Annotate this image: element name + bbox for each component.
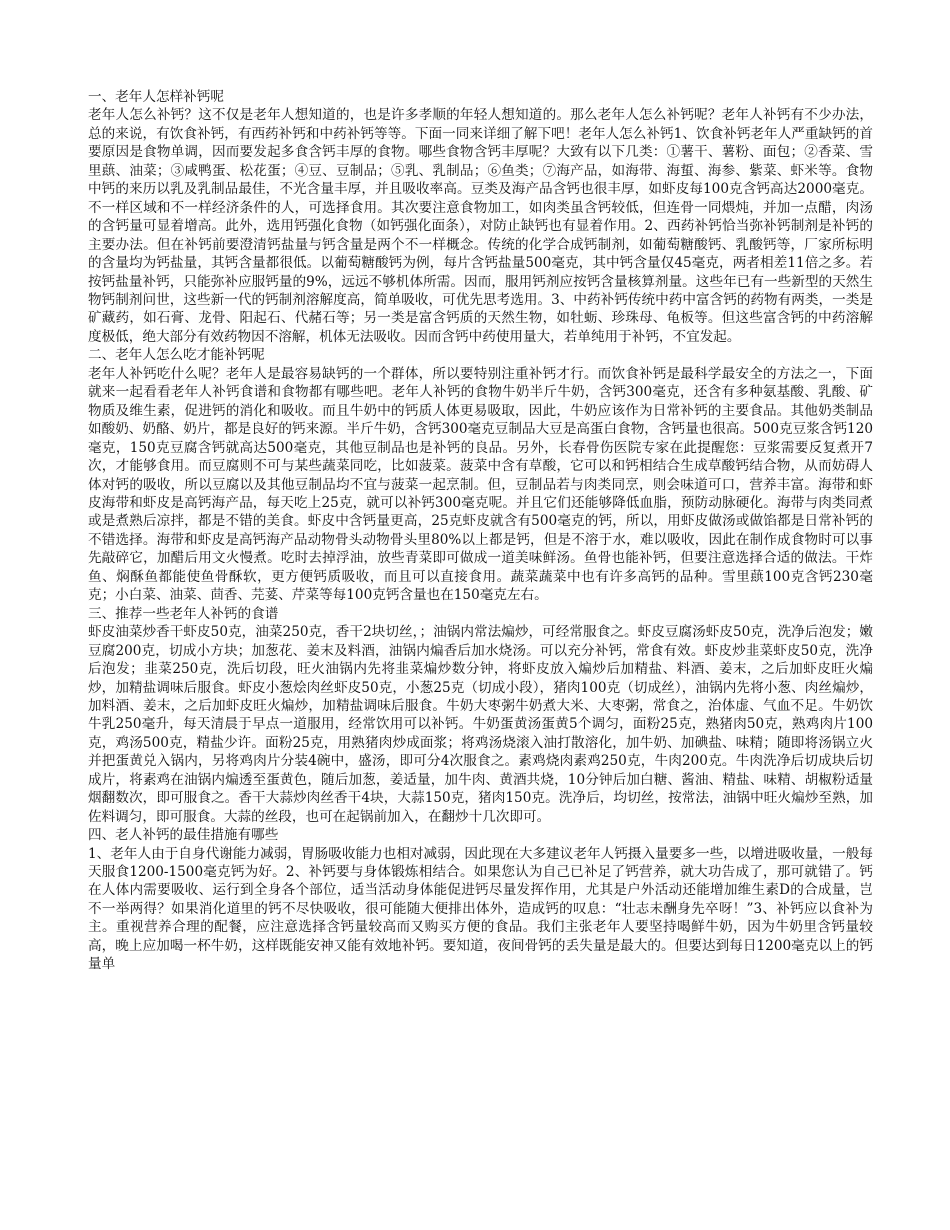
section-heading: 一、老年人怎样补钙呢 bbox=[88, 89, 224, 105]
section-4 bbox=[88, 826, 873, 974]
section-heading: 三、推荐一些老年人补钙的食谱 bbox=[88, 605, 279, 622]
section-heading: 二、老年人怎么吃才能补钙呢 bbox=[88, 347, 265, 364]
section-2 bbox=[88, 346, 873, 604]
section-paragraph: 老年人补钙吃什么呢？老年人是最容易缺钙的一个群体，所以要特别注重补钙才行。而饮食补钙是最科学最安全的方法之一，下面就来一起看看老年人补钙食谱和食物都有哪些吧。老年人补钙的食物牛奶半斤牛奶，含钙300毫克，还含有多种氨基酸、乳酸、矿物质及维生素，促进钙的消化和吸收。而且牛奶中的钙质人体更易吸取，因此，牛奶应该作为日常补钙的主要食品。其他奶类制品如酸奶、奶酪、奶片，都是良好的钙来源。半斤牛奶，含钙300毫克豆制品大豆是高蛋白食物，含钙量也很高。500克豆浆含钙120毫克，150克豆腐含钙就高达500毫克，其他豆制品也是补钙的良品。另外，长春骨伤医院专家在此提醒您：豆浆需要反复煮开7次，才能够食用。而豆腐则不可与某些蔬菜同吃，比如菠菜。菠菜中含有草酸，它可以和钙相结合生成草酸钙结合物，从而妨碍人体对钙的吸收，所以豆腐以及其他豆制品均不宜与菠菜一起烹制。但，豆制品若与肉类同烹，则会味道可口，营养丰富。海带和虾皮海带和虾皮是高钙海产品，每天吃上25克，就可以补钙300毫克呢。并且它们还能够降低血脂，预防动脉硬化。海带与肉类同煮或是煮熟后凉拌，都是不错的美食。虾皮中含钙量更高，25克虾皮就含有500毫克的钙，所以，用虾皮做汤或做馅都是日常补钙的不错选择。海带和虾皮是高钙海产品动物骨头动物骨头里80%以上都是钙，但是不溶于水，难以吸收，因此在制作成食物时可以事先敲碎它，加醋后用文火慢煮。吃时去掉浮油，放些青菜即可做成一道美味鲜汤。鱼骨也能补钙，但要注意选择合适的做法。干炸鱼、焖酥鱼都能使鱼骨酥软，更方便钙质吸收，而且可以直接食用。蔬菜蔬菜中也有许多高钙的品种。雪里蕻100克含钙230毫克；小白菜、油菜、茴香、芫荽、芹菜等每100克钙含量也在150毫克左右。 bbox=[88, 365, 873, 604]
section-heading: 四、老人补钙的最佳措施有哪些 bbox=[88, 827, 279, 844]
section-paragraph: 1、老年人由于自身代谢能力减弱，胃肠吸收能力也相对减弱，因此现在大多建议老年人钙摄入量要多一些，以增进吸收量，一般每天服食1200-1500毫克钙为好。2、补钙要与身体锻炼相结合。如果您认为自己已补足了钙营养，就大功告成了，那可就错了。钙在人体内需要吸收、运行到全身各个部位，适当活动身体能促进钙尽量发挥作用，尤其是户外活动还能增加维生素D的合成量，岂不一举两得？如果消化道里的钙不尽快吸收，很可能随大便排出体外，造成钙的叹息：“壮志未酬身先卒呀！”3、补钙应以食补为主。重视营养合理的配餐，应注意选择含钙量较高而又购买方便的食品。我们主张老年人要坚持喝鲜牛奶，因为牛奶里含钙量较高，晚上应加喝一杯牛奶，这样既能安神又能有效地补钙。要知道，夜间骨钙的丢失量是最大的。但要达到每日1200毫克以上的钙量单 bbox=[88, 845, 873, 973]
article bbox=[88, 88, 873, 974]
section-paragraph: 虾皮油菜炒香干虾皮50克，油菜250克，香干2块切丝，；油锅内常法煸炒，可经常服食之。虾皮豆腐汤虾皮50克，洗净后泡发；嫩豆腐200克，切成小方块；加葱花、姜末及料酒，油锅内煸香后加水烧汤。可以充分补钙，常食有效。虾皮炒韭菜虾皮50克，洗净后泡发；韭菜250克，洗后切段，旺火油锅内先将韭菜煸炒数分钟，将虾皮放入煸炒后加精盐、料酒、姜末，之后加虾皮旺火煸炒，加精盐调味后服食。虾皮小葱烩肉丝虾皮50克，小葱25克（切成小段），猪肉100克（切成丝），油锅内先将小葱、肉丝煸炒，加料酒、姜末，之后加虾皮旺火煸炒，加精盐调味后服食。牛奶大枣粥牛奶煮大米、大枣粥，常食之，治体虚、气血不足。牛奶饮牛乳250毫升，每天清晨于早点一道服用，经常饮用可以补钙。牛奶蛋黄汤蛋黄5个调匀，面粉25克，熟猪肉50克，熟鸡肉片100克，鸡汤500克，精盐少许。面粉25克，用熟猪肉炒成面浆；将鸡汤烧滚入油打散溶化，加牛奶、加碘盐、味精；随即将汤锅立火并把蛋黄兑入锅内，另将鸡肉片分装4碗中，盛汤，即可分4次服食之。素鸡烧肉素鸡250克，牛肉200克。牛肉洗净后切成块后切成片，将素鸡在油锅内煸透至蛋黄色，随后加葱，姜适量，加牛肉、黄酒共烧，10分钟后加白糖、酱油、精盐、味精、胡椒粉适量烟翻数次，即可服食之。香干大蒜炒肉丝香干4块，大蒜150克，猪肉150克。洗净后，均切丝，按常法，油锅中旺火煸炒至熟，加佐料调匀，即可服食。大蒜的丝段，也可在起锅前加入，在翻炒十几次即可。 bbox=[88, 624, 873, 825]
section-paragraph: 老年人怎么补钙？这不仅是老年人想知道的，也是许多孝顺的年轻人想知道的。那么老年人怎么补钙呢？老年人补钙有不少办法，总的来说，有饮食补钙，有西药补钙和中药补钙等等。下面一同来详细了解下吧！老年人怎么补钙1、饮食补钙老年人严重缺钙的首要原因是食物单调，因而要发起多食含钙丰厚的食物。哪些食物含钙丰厚呢？大致有以下几类：①薯干、薯粉、面包；②香菜、雪里蕻、油菜；③咸鸭蛋、松花蛋；④豆、豆制品；⑤乳、乳制品；⑥鱼类；⑦海产品，如海带、海蜇、海参、紫菜、虾米等。食物中钙的来历以乳及乳制品最佳，不光含量丰厚，并且吸收率高。豆类及海产品含钙也很丰厚，如虾皮每100克含钙高达2000毫克。不一样区域和不一样经济条件的人，可选择食用。其次要注意食物加工，如肉类虽含钙较低，但连骨一同煨炖，并加一点醋，肉汤的含钙量可显着增高。此外，选用钙强化食物（如钙强化面条），对防止缺钙也有显着作用。2、西药补钙恰当弥补钙制剂是补钙的主要办法。但在补钙前要澄清钙盐量与钙含量是两个不一样概念。传统的化学合成钙制剂，如葡萄糖酸钙、乳酸钙等，厂家所标明的含量均为钙盐量，其钙含量都很低。以葡萄糖酸钙为例，每片含钙盐量500毫克，其中钙含量仅45毫克，两者相差11倍之多。若按钙盐量补钙，只能弥补应服钙量的9%，远远不够机体所需。因而，服用钙剂应按钙含量核算剂量。这些年已有一些新型的天然生物钙制剂问世，这些新一代的钙制剂溶解度高，简单吸收，可优先思考选用。3、中药补钙传统中药中富含钙的药物有两类，一类是矿藏药，如石膏、龙骨、阳起石、代赭石等；另一类是富含钙质的天然生物，如牡蛎、珍珠母、龟板等。但这些富含钙的中药溶解度极低，绝大部分有效药物因不溶解，机体无法吸收。因而含钙中药使用量大，若单纯用于补钙，不宜发起。 bbox=[88, 107, 873, 345]
section-1 bbox=[88, 88, 873, 346]
section-3 bbox=[88, 605, 873, 826]
